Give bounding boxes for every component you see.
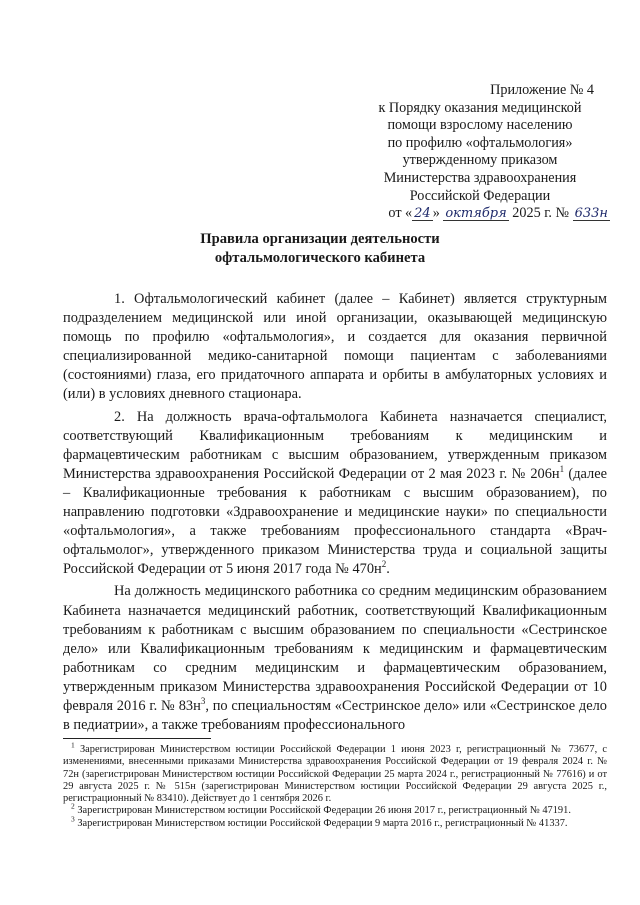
paragraph-2 [63, 408, 607, 580]
paragraph-text: . [386, 561, 390, 578]
title-line: Правила организации деятельности [200, 231, 440, 247]
paragraph-text: 2. На должность врача-офтальмолога Кабинета назначается специалист, соответствующий Квалификационным требованиям к медицинским и фармацевтическим работникам с высшим образованием, утвержденным приказом Министерства здравоохранения Российской Федерации от 2 мая 2023 г. № 206н [63, 408, 607, 482]
footnote-ref: 1 [559, 464, 565, 475]
appendix-line: утвержденному приказом [402, 152, 558, 169]
document-title [0, 230, 640, 268]
handwritten-month: октября [445, 206, 507, 222]
appendix-line: к Порядку оказания медицинской [378, 99, 582, 116]
footnote-mark: 2 [71, 802, 75, 812]
title-line: офтальмологического кабинета [214, 250, 426, 266]
paragraph-3 [63, 582, 607, 735]
footnote-mark: 3 [71, 814, 75, 824]
footnotes [63, 740, 607, 830]
appendix-line: Министерства здравоохранения [383, 169, 577, 186]
order-date [350, 205, 610, 223]
paragraph-1: 1. Офтальмологический кабинет (далее – Кабинет) является структурным подразделением медицинской или иной организации, оказывающей медицинскую помощь по профилю «офтальмология», и создается для оказания первичной специализированной медико-санитарной помощи пациентам с заболеваниями (состояниями) глаза, его придаточного аппарата и орбиты в амбулаторных условиях и (или) в условиях дневного стационара. [63, 291, 607, 403]
footnote-ref: 2 [381, 559, 387, 570]
appendix-header [350, 82, 610, 223]
appendix-line: по профилю «офтальмология» [387, 134, 573, 151]
footnote-text: Зарегистрирован Министерством юстиции Российской Федерации 26 июня 2017 г., регистрационный № 47191. [74, 805, 571, 817]
footnote-text: Зарегистрирован Министерством юстиции Российской Федерации 9 марта 2016 г., регистрационный № 41337. [74, 817, 568, 829]
paragraph-text: На должность медицинского работника со средним медицинским образованием Кабинета назначается медицинский работник, соответствующий Квалификационным требованиям к работникам с высшим образованием по специальности «Сестринское дело» или Квалификационным требованиям к медицинским и фармацевтическим работникам со средним медицинским и фармацевтическим образованием, утвержденным приказом Министерства здравоохранения Российской Федерации от 10 февраля 2016 г. № 83н [63, 583, 607, 714]
date-quote: » [432, 205, 440, 222]
appendix-line: помощи взрослому населению [387, 117, 573, 134]
appendix-title: Приложение № 4 [490, 82, 594, 98]
document-body [63, 290, 607, 735]
footnote-3 [63, 814, 607, 830]
handwritten-day: 24 [414, 206, 431, 222]
footnote-ref: 3 [200, 696, 206, 707]
footnote-text: Зарегистрирован Министерством юстиции Российской Федерации 1 июня 2023 г, регистрационный № 73677, с изменениями, внесенными приказами Министерства здравоохранения Российской Федерации от 19 февраля 2024 г. № 72н (зарегистрирован Министерством юстиции Российской Федерации 25 марта 2024 г., регистрационный № 77616) и от 29 августа 2025 г. № 515н (зарегистрирован Министерством юстиции Российской Федерации 29 августа 2025 г., регистрационный № 83410). Действует до 1 сентября 2026 г. [63, 744, 607, 805]
handwritten-order-number: 633н [574, 206, 608, 222]
paragraph-text: , по специальностям «Сестринское дело» или «Сестринское дело в педиатрии», а также требованиям профессионального [63, 697, 608, 734]
footnote-mark: 1 [71, 740, 75, 750]
appendix-line: Российской Федерации [409, 187, 551, 204]
footnote-1 [63, 740, 607, 805]
date-year: 2025 г. № [512, 205, 570, 222]
date-prefix: от « [388, 205, 413, 222]
paragraph-text: (далее – Квалификационные требования к работникам с высшим образованием), по направлению подготовки «Здравоохранение и медицинские науки» по специальности «офтальмология», а также требованиям профессионального стандарта «Врач-офтальмолог», утвержденного приказом Министерства труда и социальной защиты Российской Федерации от 5 июня 2017 года № 470н [63, 465, 607, 578]
footnote-separator [63, 738, 211, 739]
footnote-2 [63, 802, 607, 817]
